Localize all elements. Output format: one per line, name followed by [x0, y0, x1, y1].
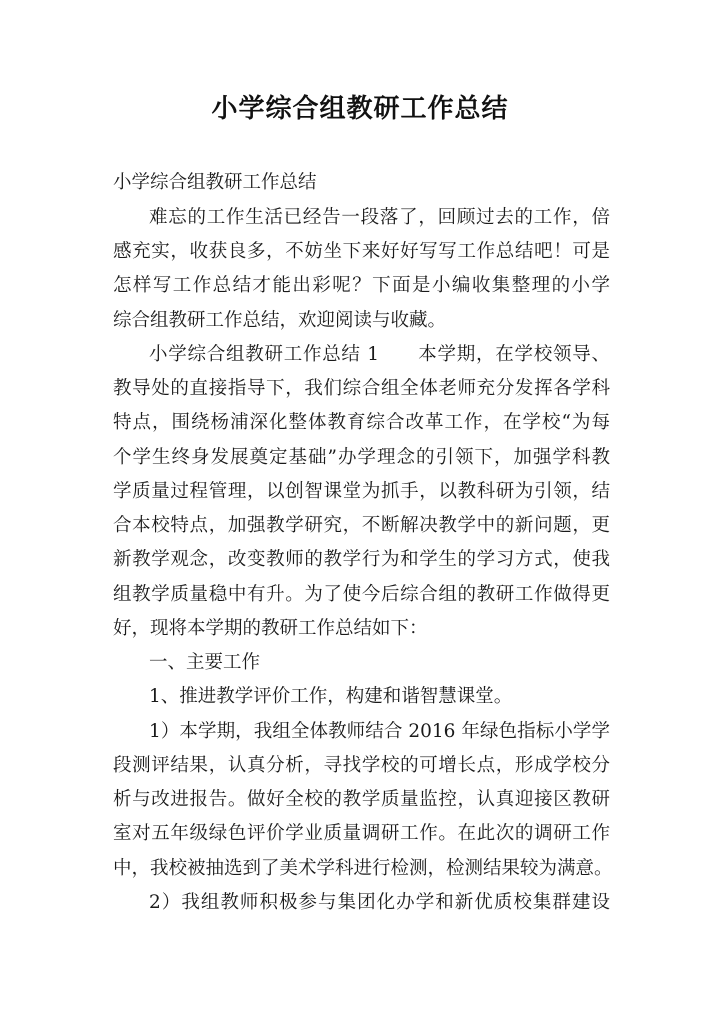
- subsection-heading: 1、推进教学评价工作，构建和谐智慧课堂。: [149, 686, 513, 707]
- paragraph-line: 新教学观念，改变教师的教学行为和学生的学习方式，使我: [113, 549, 610, 570]
- section-heading: 一、主要工作: [149, 652, 261, 673]
- paragraph-line: 小学综合组教研工作总结 1 本学期，在学校领导、: [149, 344, 610, 365]
- paragraph-line: 2）我组教师积极参与集团化办学和新优质校集群建设: [149, 892, 610, 913]
- paragraph-line: 中，我校被抽选到了美术学科进行检测，检测结果较为满意。: [113, 858, 613, 879]
- document-title: 小学综合组教研工作总结: [211, 94, 509, 124]
- paragraph-line: 特点，围绕杨浦深化整体教育综合改革工作，在学校“为每: [113, 412, 610, 433]
- paragraph-line: 感充实，收获良多，不妨坐下来好好写写工作总结吧！可是: [113, 241, 610, 262]
- paragraph-line: 难忘的工作生活已经告一段落了，回顾过去的工作，倍: [149, 207, 610, 228]
- paragraph-line: 组教学质量稳中有升。为了使今后综合组的教研工作做得更: [113, 584, 610, 605]
- paragraph-line: 小学综合组教研工作总结: [113, 172, 317, 193]
- paragraph-line: 析与改进报告。做好全校的教学质量监控，认真迎接区教研: [113, 789, 610, 810]
- paragraph-line: 段测评结果，认真分析，寻找学校的可增长点，形成学校分: [113, 755, 610, 776]
- paragraph-line: 学质量过程管理，以创智课堂为抓手，以教科研为引领，结: [113, 481, 610, 502]
- paragraph-line: 个学生终身发展奠定基础”办学理念的引领下，加强学科教: [113, 447, 610, 468]
- paragraph-line: 合本校特点，加强教学研究，不断解决教学中的新问题，更: [113, 515, 610, 536]
- paragraph-line: 综合组教研工作总结，欢迎阅读与收藏。: [113, 310, 447, 331]
- paragraph-line: 教导处的直接指导下，我们综合组全体老师充分发挥各学科: [113, 378, 610, 399]
- paragraph-line: 室对五年级绿色评价学业质量调研工作。在此次的调研工作: [113, 823, 610, 844]
- paragraph-line: 好，现将本学期的教研工作总结如下：: [113, 618, 428, 639]
- paragraph-line: 怎样写工作总结才能出彩呢？下面是小编收集整理的小学: [113, 275, 610, 296]
- paragraph-line: 1）本学期，我组全体教师结合 2016 年绿色指标小学学: [149, 721, 610, 742]
